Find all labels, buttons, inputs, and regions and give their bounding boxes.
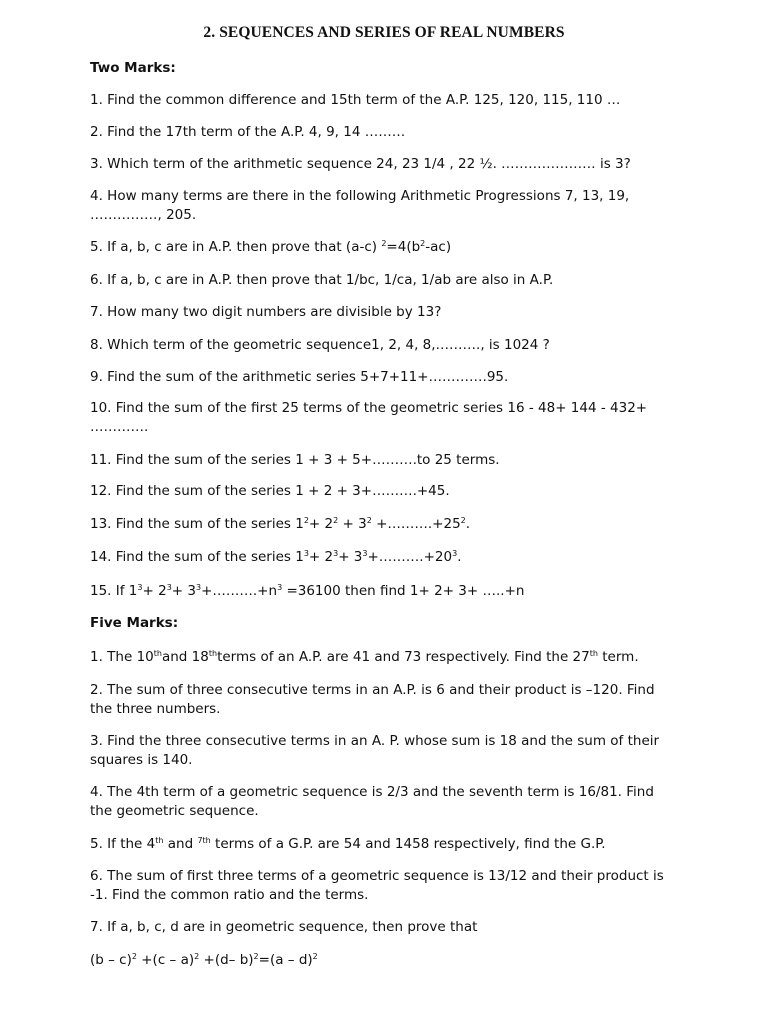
five-marks-question-5: 5. If the 4th and $^{7th}$ terms of a G.P. are 54 and 1458 respectively, find the G.P.: [90, 836, 606, 852]
two-marks-question-1: 1. Find the common difference and 15th term of the A.P. 125, 120, 115, 110 …: [90, 92, 621, 108]
two-marks-question-5: 5. If a, b, c are in A.P. then prove that (a-c) $^2=4(b^2-ac)$: [90, 239, 452, 255]
two-marks-question-10: 10. Find the sum of the first 25 terms of the geometric series 16 - 48+ 144 - 432+ ………….: [90, 400, 648, 435]
five-marks-question-7: 7. If a, b, c, d are in geometric sequence, then prove that: [90, 919, 478, 935]
two-marks-question-3: 3. Which term of the arithmetic sequence 24, 23 1/4 , 22 ½. ………………… is 3?: [90, 156, 631, 172]
two-marks-heading: Two Marks:: [90, 60, 176, 76]
two-marks-question-15: 15. If $1^3+ 2^3+$ $3^3+\dots\dots\dots.+n^3 =36100$ then find 1+ 2+ 3+ …..+n: [90, 583, 525, 599]
two-marks-question-6: 6. If a, b, c are in A.P. then prove that 1/bc, 1/ca, 1/ab are also in A.P.: [90, 272, 554, 288]
two-marks-question-13: 13. Find the sum of the series $1^2+ 2^2 + 3^2$ $+\dots\dots\dots.+25^2$.: [90, 516, 471, 532]
five-marks-question-7-equation: (b – c)$^2$ +(c – a)$^2$ +(d– b)$^2$=(a – d)$^2$: [90, 952, 318, 968]
two-marks-question-4: 4. How many terms are there in the following Arithmetic Progressions 7, 13, 19, ……………, 205.: [90, 188, 630, 223]
two-marks-question-9: 9. Find the sum of the arithmetic series 5+7+11+………….95.: [90, 369, 509, 385]
five-marks-heading: Five Marks:: [90, 615, 179, 631]
two-marks-question-11: 11. Find the sum of the series 1 + 3 + 5+……….to 25 terms.: [90, 452, 500, 468]
two-marks-question-2: 2. Find the 17th term of the A.P. 4, 9, 14 ………: [90, 124, 406, 140]
page-title: 2. SEQUENCES AND SERIES OF REAL NUMBERS: [203, 24, 565, 41]
five-marks-question-1: 1. The 10thand 18thterms of an A.P. are 41 and 73 respectively. Find the 27th term.: [90, 649, 639, 665]
two-marks-question-7: 7. How many two digit numbers are divisible by 13?: [90, 304, 442, 320]
five-marks-question-2: 2. The sum of three consecutive terms in an A.P. is 6 and their product is –120. Find the three numbers.: [90, 682, 655, 717]
five-marks-question-6: 6. The sum of first three terms of a geometric sequence is 13/12 and their product is -1. Find the common ratio and the terms.: [90, 868, 664, 903]
two-marks-question-12: 12. Find the sum of the series 1 + 2 + 3+……….+45.: [90, 483, 450, 499]
five-marks-question-4: 4. The 4th term of a geometric sequence is 2/3 and the seventh term is 16/81. Find the geometric sequence.: [90, 784, 654, 819]
two-marks-question-8: 8. Which term of the geometric sequence1, 2, 4, 8,………., is 1024 ?: [90, 337, 550, 353]
two-marks-question-14: 14. Find the sum of the series $1^3+ 2^3+$ $3^3+\dots\dots\dots.+20^3$.: [90, 549, 462, 565]
five-marks-question-3: 3. Find the three consecutive terms in an A. P. whose sum is 18 and the sum of their squares is 140.: [90, 733, 660, 768]
